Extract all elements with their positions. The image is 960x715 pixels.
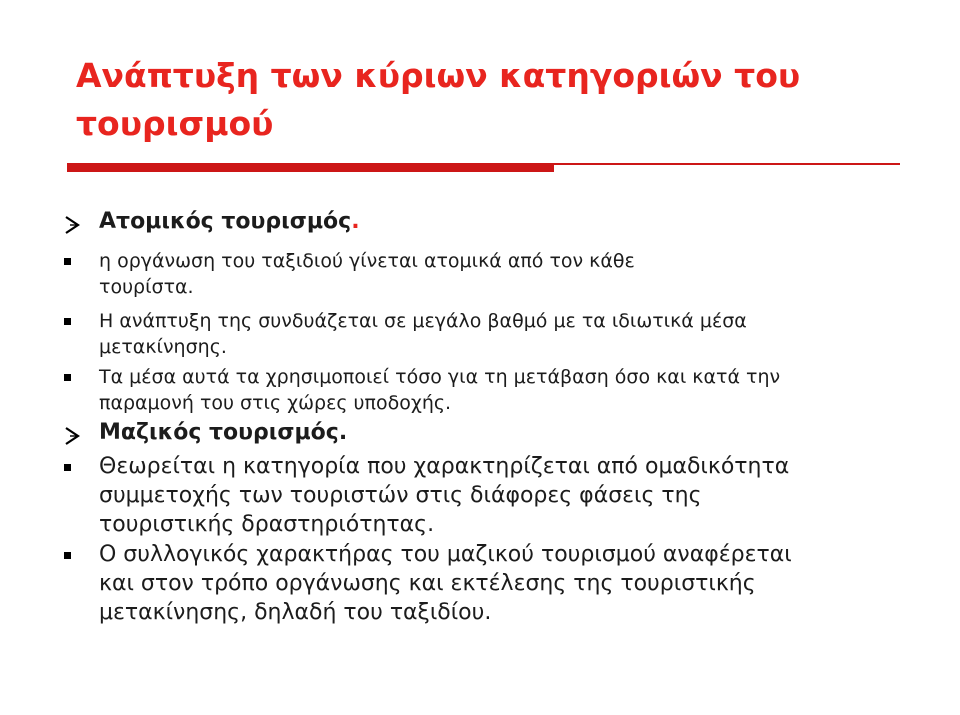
title-underline-thick (67, 163, 554, 172)
list-item-line: και στον τρόπο οργάνωσης και εκτέλεσης της τουριστικής (99, 571, 756, 596)
list-item (99, 308, 747, 360)
list-item-line: συμμετοχής των τουριστών στις διάφορες φάσεις της (99, 483, 702, 508)
arrow-outline-icon (64, 215, 84, 235)
list-item (99, 248, 635, 300)
slide-title (76, 52, 896, 148)
title-line-1: Ανάπτυξη των κύριων κατηγοριών του (76, 56, 801, 95)
square-bullet-icon (64, 318, 71, 325)
list-item-line: Τα μέσα αυτά τα χρησιμοποιεί τόσο για τη μετάβαση όσο και κατά την (99, 366, 781, 388)
list-item-line: η οργάνωση του ταξιδιού γίνεται ατομικά από τον κάθε (99, 250, 635, 272)
square-bullet-icon (64, 464, 71, 471)
list-item-line: μετακίνησης. (99, 336, 227, 358)
section-heading-text: Μαζικός τουρισμός. (99, 420, 348, 445)
square-bullet-icon (64, 374, 71, 381)
section-heading-text: Ατομικός τουρισμός (99, 209, 352, 234)
list-item-line: Ο συλλογικός χαρακτήρας του μαζικού τουρισμού αναφέρεται (99, 542, 792, 567)
square-bullet-icon (64, 552, 71, 559)
list-item-line: μετακίνησης, δηλαδή του ταξιδίου. (99, 600, 492, 625)
list-item-line: παραμονή του στις χώρες υποδοχής. (99, 392, 452, 414)
section-heading-period: . (351, 209, 360, 234)
list-item-line: Η ανάπτυξη της συνδυάζεται σε μεγάλο βαθμό με τα ιδιωτικά μέσα (99, 310, 747, 332)
square-bullet-icon (64, 258, 71, 265)
list-item-line: Θεωρείται η κατηγορία που χαρακτηρίζεται από ομαδικότητα (99, 454, 790, 479)
list-item (99, 364, 780, 416)
arrow-outline-icon (64, 426, 84, 446)
list-item-line: τουρίστα. (99, 276, 194, 298)
title-line-2: τουρισμού (76, 104, 274, 143)
list-item-line: τουριστικής δραστηριότητας. (99, 512, 435, 537)
list-item (99, 452, 789, 539)
title-underline-thin (554, 163, 900, 165)
list-item (99, 540, 792, 627)
